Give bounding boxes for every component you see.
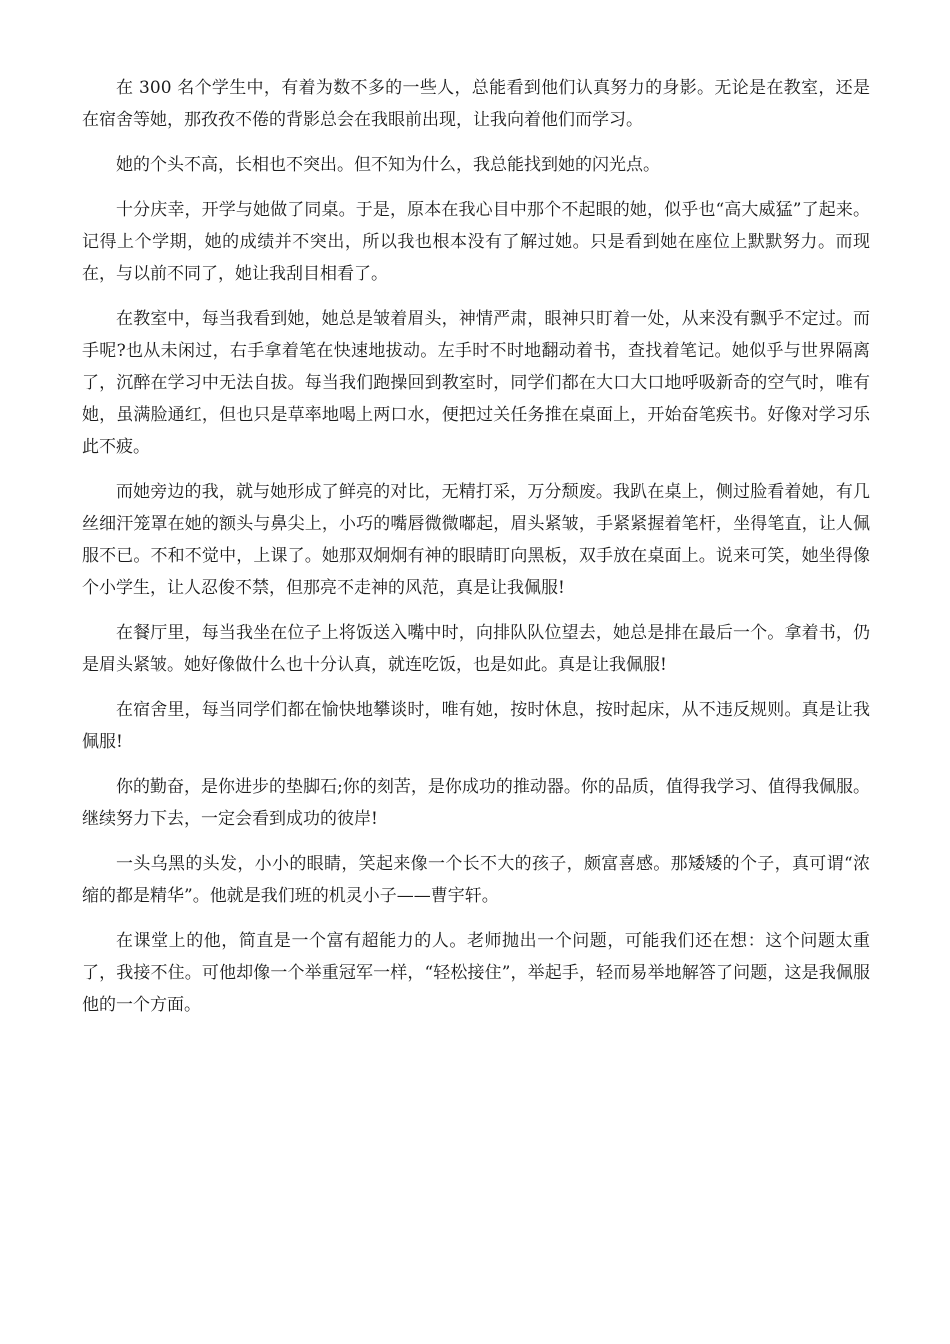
paragraph-1: 在 300 名个学生中，有着为数不多的一些人，总能看到他们认真努力的身影。无论是在教室，还是在宿舍等她，那孜孜不倦的背影总会在我眼前出现，让我向着他们而学习。: [82, 78, 870, 130]
paragraph-7: 在宿舍里，每当同学们都在愉快地攀谈时，唯有她，按时休息，按时起床，从不违反规则。真是让我佩服!: [82, 700, 870, 752]
paragraph-9: 一头乌黑的头发，小小的眼睛，笑起来像一个长不大的孩子，颇富喜感。那矮矮的个子，真可谓“浓缩的都是精华”。他就是我们班的机灵小子——曹宇轩。: [82, 854, 870, 906]
document-page: [82, 72, 870, 1034]
paragraph-3: 十分庆幸，开学与她做了同桌。于是，原本在我心目中那个不起眼的她，似乎也“高大威猛”了起来。记得上个学期，她的成绩并不突出，所以我也根本没有了解过她。只是看到她在座位上默默努力。而现在，与以前不同了，她让我刮目相看了。: [82, 200, 870, 284]
paragraph-10: 在课堂上的他，简直是一个富有超能力的人。老师抛出一个问题，可能我们还在想：这个问题太重了，我接不住。可他却像一个举重冠军一样，“轻松接住”，举起手，轻而易举地解答了问题，这是我佩服他的一个方面。: [82, 931, 870, 1015]
paragraph-6: 在餐厅里，每当我坐在位子上将饭送入嘴中时，向排队队位望去，她总是排在最后一个。拿着书，仍是眉头紧皱。她好像做什么也十分认真，就连吃饭，也是如此。真是让我佩服!: [82, 623, 870, 675]
paragraph-8: 你的勤奋，是你进步的垫脚石;你的刻苦，是你成功的推动器。你的品质，值得我学习、值得我佩服。继续努力下去，一定会看到成功的彼岸!: [82, 777, 870, 829]
paragraph-2: 她的个头不高，长相也不突出。但不知为什么，我总能找到她的闪光点。: [116, 155, 660, 175]
paragraph-4: 在教室中，每当我看到她，她总是皱着眉头，神情严肃，眼神只盯着一处，从来没有飘乎不定过。而手呢?也从未闲过，右手拿着笔在快速地拔动。左手时不时地翻动着书，查找着笔记。她似乎与世界隔离了，沉醉在学习中无法自拔。每当我们跑操回到教室时，同学们都在大口大口地呼吸新奇的空气时，唯有她，虽满脸通红，但也只是草率地喝上两口水，便把过关任务推在桌面上，开始奋笔疾书。好像对学习乐此不疲。: [82, 309, 870, 457]
paragraph-5: 而她旁边的我，就与她形成了鲜亮的对比，无精打采，万分颓废。我趴在桌上，侧过脸看着她，有几丝细汗笼罩在她的额头与鼻尖上，小巧的嘴唇微微嘟起，眉头紧皱，手紧紧握着笔杆，坐得笔直，让人佩服不已。不和不觉中，上课了。她那双炯炯有神的眼睛盯向黑板，双手放在桌面上。说来可笑，她坐得像个小学生，让人忍俊不禁，但那亮不走神的风范，真是让我佩服!: [82, 482, 870, 598]
